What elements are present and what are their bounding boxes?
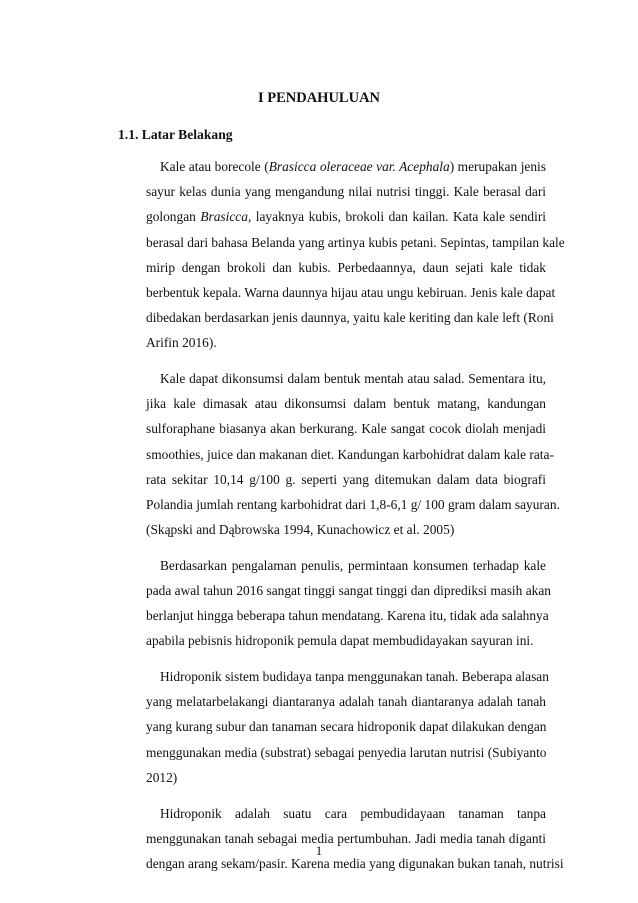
text-line: pada awal tahun 2016 sangat tinggi sangat tinggi dan diprediksi masih akan (146, 583, 551, 598)
text-line: rata sekitar 10,14 g/100 g. seperti yang ditemukan dalam data biografi (146, 471, 546, 487)
paragraph (146, 154, 565, 356)
text-line: apabila pebisnis hidroponik pemula dapat membudidayakan sayuran ini. (146, 633, 534, 649)
italic-term: Brasicca (200, 209, 248, 225)
paragraph (146, 664, 549, 790)
paragraph (146, 801, 564, 877)
text-line: Arifin 2016). (146, 335, 217, 351)
text-line: (Skąpski and Dąbrowska 1994, Kunachowicz et al. 2005) (146, 522, 455, 538)
text-line: yang melatarbelakangi diantaranya adalah tanah diantaranya adalah tanah (146, 694, 546, 710)
text-line: menggunakan media (substrat) sebagai penyedia larutan nutrisi (Subiyanto (146, 744, 547, 760)
paragraph-gap (146, 542, 546, 553)
paragraph-gap (146, 356, 546, 367)
text-line: sayur kelas dunia yang mengandung nilai nutrisi tinggi. Kale berasal dari (146, 184, 546, 200)
text-line: yang kurang subur dan tanaman secara hidroponik dapat dilakukan dengan (146, 719, 547, 735)
chapter-title: I PENDAHULUAN (257, 90, 381, 106)
text-line: dengan arang sekam/pasir. Karena media yang digunakan bukan tanah, nutrisi (146, 855, 564, 871)
paragraph-gap (146, 654, 546, 665)
text-line: jika kale dimasak atau dikonsumsi dalam bentuk matang, kandungan (146, 396, 546, 412)
paragraph-gap (146, 790, 546, 801)
paragraph (146, 553, 551, 654)
text-line: smoothies, juice dan makanan diet. Kandungan karbohidrat dalam kale rata- (146, 446, 554, 462)
body-text (146, 154, 565, 876)
text-line: berbentuk kepala. Warna daunnya hijau atau ungu kebiruan. Jenis kale dapat (146, 284, 556, 300)
text-line: golongan Brasicca, layaknya kubis, brokoli dan kailan. Kata kale sendiri (146, 209, 546, 225)
text-line: berasal dari bahasa Belanda yang artinya kubis petani. Sepintas, tampilan kale (146, 234, 565, 250)
text-line: Kale atau borecole (Brasicca oleraceae var. Acephala) merupakan jenis (160, 159, 546, 174)
paragraph (146, 366, 560, 542)
section-heading: 1.1. Latar Belakang (118, 127, 233, 142)
text-line: menggunakan tanah sebagai media pertumbuhan. Jadi media tanah diganti (146, 830, 546, 846)
text-line: mirip dengan brokoli dan kubis. Perbedaannya, daun sejati kale tidak (146, 259, 546, 275)
text-line: Polandia jumlah rentang karbohidrat dari 1,8-6,1 g/ 100 gram dalam sayuran. (146, 496, 560, 512)
text-line: Berdasarkan pengalaman penulis, permintaan konsumen terhadap kale (160, 557, 546, 573)
text-line: Kale dapat dikonsumsi dalam bentuk mentah atau salad. Sementara itu, (160, 371, 546, 386)
text-line: 2012) (146, 769, 178, 785)
text-line: dibedakan berdasarkan jenis daunnya, yaitu kale keriting dan kale left (Roni (146, 310, 554, 326)
text-line: Hidroponik adalah suatu cara pembudidayaan tanaman tanpa (160, 805, 546, 821)
page-number: 1 (315, 843, 323, 858)
text-line: sulforaphane biasanya akan berkurang. Kale sangat cocok diolah menjadi (146, 421, 546, 437)
italic-term: Brasicca oleraceae var. Acephala (268, 159, 450, 174)
text-line: Hidroponik sistem budidaya tanpa menggunakan tanah. Beberapa alasan (160, 669, 549, 685)
text-line: berlanjut hingga beberapa tahun mendatang. Karena itu, tidak ada salahnya (146, 608, 549, 624)
